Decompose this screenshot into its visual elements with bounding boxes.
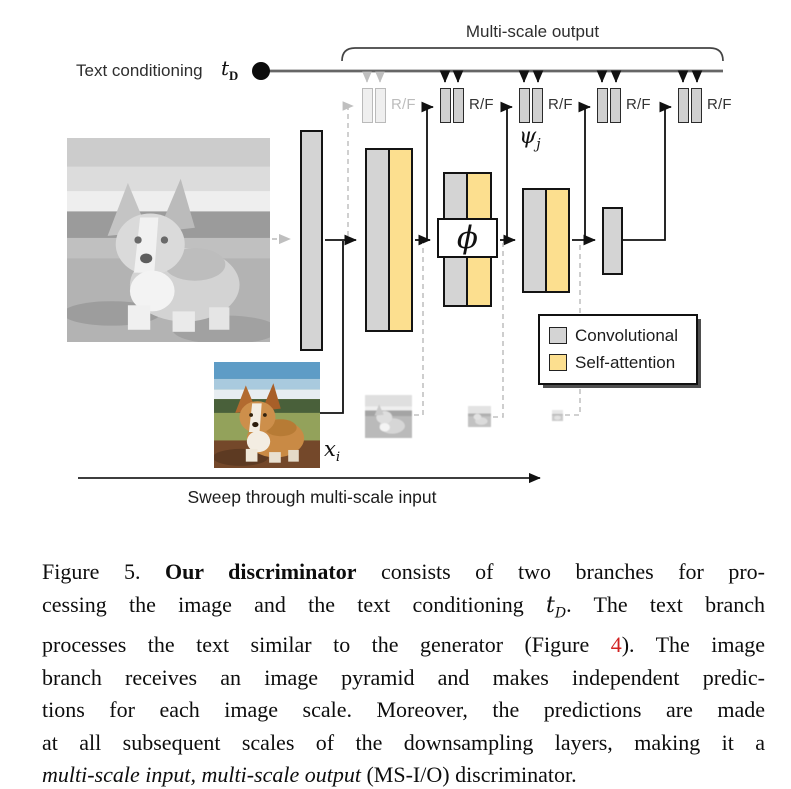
attn-block-3 xyxy=(545,188,570,293)
caption-text: processes the text similar to the generator (Figure xyxy=(42,632,611,658)
psi-j-label: $\psi_j$ xyxy=(519,124,541,153)
input-image-color-xi xyxy=(214,362,320,468)
rf-bar xyxy=(362,88,373,123)
caption-line xyxy=(42,629,765,662)
rf-label: R/F xyxy=(469,96,494,113)
caption-bold-lead: Our discriminator xyxy=(164,559,357,584)
sweep-label: Sweep through multi-scale input xyxy=(187,487,437,507)
pyramid-thumbnail-1 xyxy=(365,395,412,438)
conv-block-1 xyxy=(365,148,390,332)
caption-t-symbol: t xyxy=(545,592,555,618)
caption-text: . The text branch xyxy=(566,591,765,617)
attn-block-1 xyxy=(388,148,413,332)
multi-scale-brace xyxy=(342,48,723,61)
legend-row-self-attention xyxy=(549,349,696,376)
rf-label: R/F xyxy=(548,96,573,113)
rf-bar xyxy=(519,88,530,123)
phi-extractor-box xyxy=(437,218,498,258)
rf-label: R/F xyxy=(707,96,732,113)
rf-label: R/F xyxy=(626,96,651,113)
caption-line xyxy=(42,556,765,589)
rf-bar xyxy=(597,88,608,123)
caption-text: cessing the image and the text conditioning xyxy=(42,591,546,617)
rf-label: R/F xyxy=(391,96,416,113)
figure-4-link[interactable]: 4 xyxy=(610,632,622,658)
xi-label: $x_i$ xyxy=(324,437,341,466)
caption-text: ). The image xyxy=(621,632,765,658)
legend-box xyxy=(538,314,698,385)
caption-italic-msio: multi-scale input, multi-scale output xyxy=(42,762,361,788)
legend-label-convolutional: Convolutional xyxy=(575,325,679,345)
rf-bar xyxy=(678,88,689,123)
legend-label-self-attention: Self-attention xyxy=(575,352,676,372)
pyramid-thumbnail-3 xyxy=(552,410,563,421)
caption-t-sub: D xyxy=(554,604,567,621)
caption-figure-tag: Figure 5. xyxy=(42,559,165,584)
legend-row-convolutional xyxy=(549,322,696,349)
rf-bar xyxy=(453,88,464,123)
legend-swatch-convolutional xyxy=(549,327,567,344)
caption-text: consists of two branches for pro- xyxy=(356,559,765,584)
pyramid-thumbnail-2 xyxy=(468,406,491,427)
caption-line: tions for each image scale. Moreover, the predictions are made xyxy=(42,697,765,723)
rf-bar xyxy=(610,88,621,123)
rf-bar xyxy=(532,88,543,123)
caption-text: (MS-I/O) discriminator. xyxy=(360,762,577,788)
caption-line xyxy=(42,759,765,789)
text-conditioning-node xyxy=(252,62,270,80)
rf-bar xyxy=(691,88,702,123)
multi-scale-output-label: Multi-scale output xyxy=(465,22,600,41)
conv-block-3 xyxy=(522,188,547,293)
t-d-symbol: $t_D$ xyxy=(221,56,239,83)
rf-bar xyxy=(375,88,386,123)
caption-line xyxy=(42,589,765,630)
legend-swatch-self-attention xyxy=(549,354,567,371)
figure-caption xyxy=(42,556,765,789)
conv-block-4 xyxy=(602,207,623,275)
input-image-grayscale xyxy=(67,138,270,342)
caption-line: branch receives an image pyramid and makes independent predic- xyxy=(42,664,765,690)
caption-line: at all subsequent scales of the downsampling layers, making it a xyxy=(42,729,765,755)
conv-block-input xyxy=(300,130,323,351)
phi-symbol: ϕ xyxy=(456,219,479,256)
rf-bar xyxy=(440,88,451,123)
text-conditioning-label: Text conditioning xyxy=(76,61,203,80)
